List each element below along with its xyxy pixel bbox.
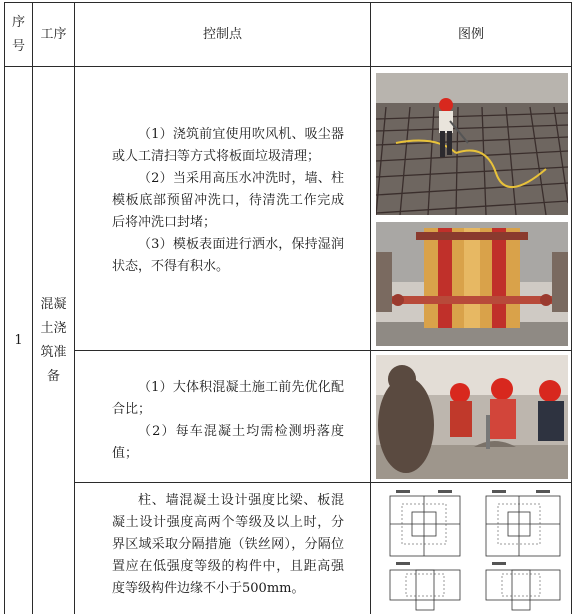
control-text-cleaning bbox=[112, 124, 344, 278]
header-control: 控制点 bbox=[202, 26, 242, 42]
construction-table bbox=[4, 2, 572, 614]
header-seq: 序号 bbox=[11, 14, 25, 54]
cleaning-step-3: （3）模板表面进行洒水，保持湿润状态，不得有积水。 bbox=[112, 237, 344, 274]
cleaning-step-1: （1）浇筑前宜使用吹风机、吸尘器或人工清扫等方式将板面垃圾清理； bbox=[112, 127, 344, 164]
slump-test-illustration bbox=[376, 355, 568, 479]
table-border-right bbox=[571, 2, 572, 614]
control-text-strength-boundary bbox=[112, 490, 344, 600]
row-seq: 1 bbox=[14, 332, 23, 348]
row-process: 混凝土浇筑准备 bbox=[40, 296, 67, 384]
boundary-detail-drawings bbox=[376, 486, 568, 614]
control-text-concrete-mix bbox=[112, 377, 344, 465]
header-process: 工序 bbox=[40, 26, 67, 42]
cleaning-step-2: （2）当采用高压水冲洗时，墙、柱模板底部预留冲洗口，待清洗工作完成后将冲洗口封堵； bbox=[112, 171, 344, 230]
formwork-illustration bbox=[376, 222, 568, 346]
mix-step-1: （1）大体积混凝土施工前先优化配合比； bbox=[112, 380, 344, 417]
mix-step-2: （2）每车混凝土均需检测坍落度值； bbox=[112, 424, 344, 461]
col-divider-3 bbox=[370, 2, 371, 614]
rebar-cleaning-photo bbox=[376, 73, 568, 215]
header-example: 图例 bbox=[457, 26, 484, 42]
boundary-detail-illustration bbox=[376, 486, 568, 614]
slump-test-photo bbox=[376, 355, 568, 479]
col-divider-2 bbox=[74, 2, 75, 614]
boundary-note: 柱、墙混凝土设计强度比梁、板混凝土设计强度高两个等级及以上时，分界区域采取分隔措施（铁丝网），分隔位置应在低强度等级的构件中，且距高强度等级构件边缘不小于500mm。 bbox=[112, 493, 344, 596]
header-divider bbox=[4, 66, 572, 67]
rebar-cleaning-illustration bbox=[376, 73, 568, 215]
row-divider-1 bbox=[74, 350, 572, 351]
row-divider-2 bbox=[74, 482, 572, 483]
formwork-cleanout-photo bbox=[376, 222, 568, 346]
